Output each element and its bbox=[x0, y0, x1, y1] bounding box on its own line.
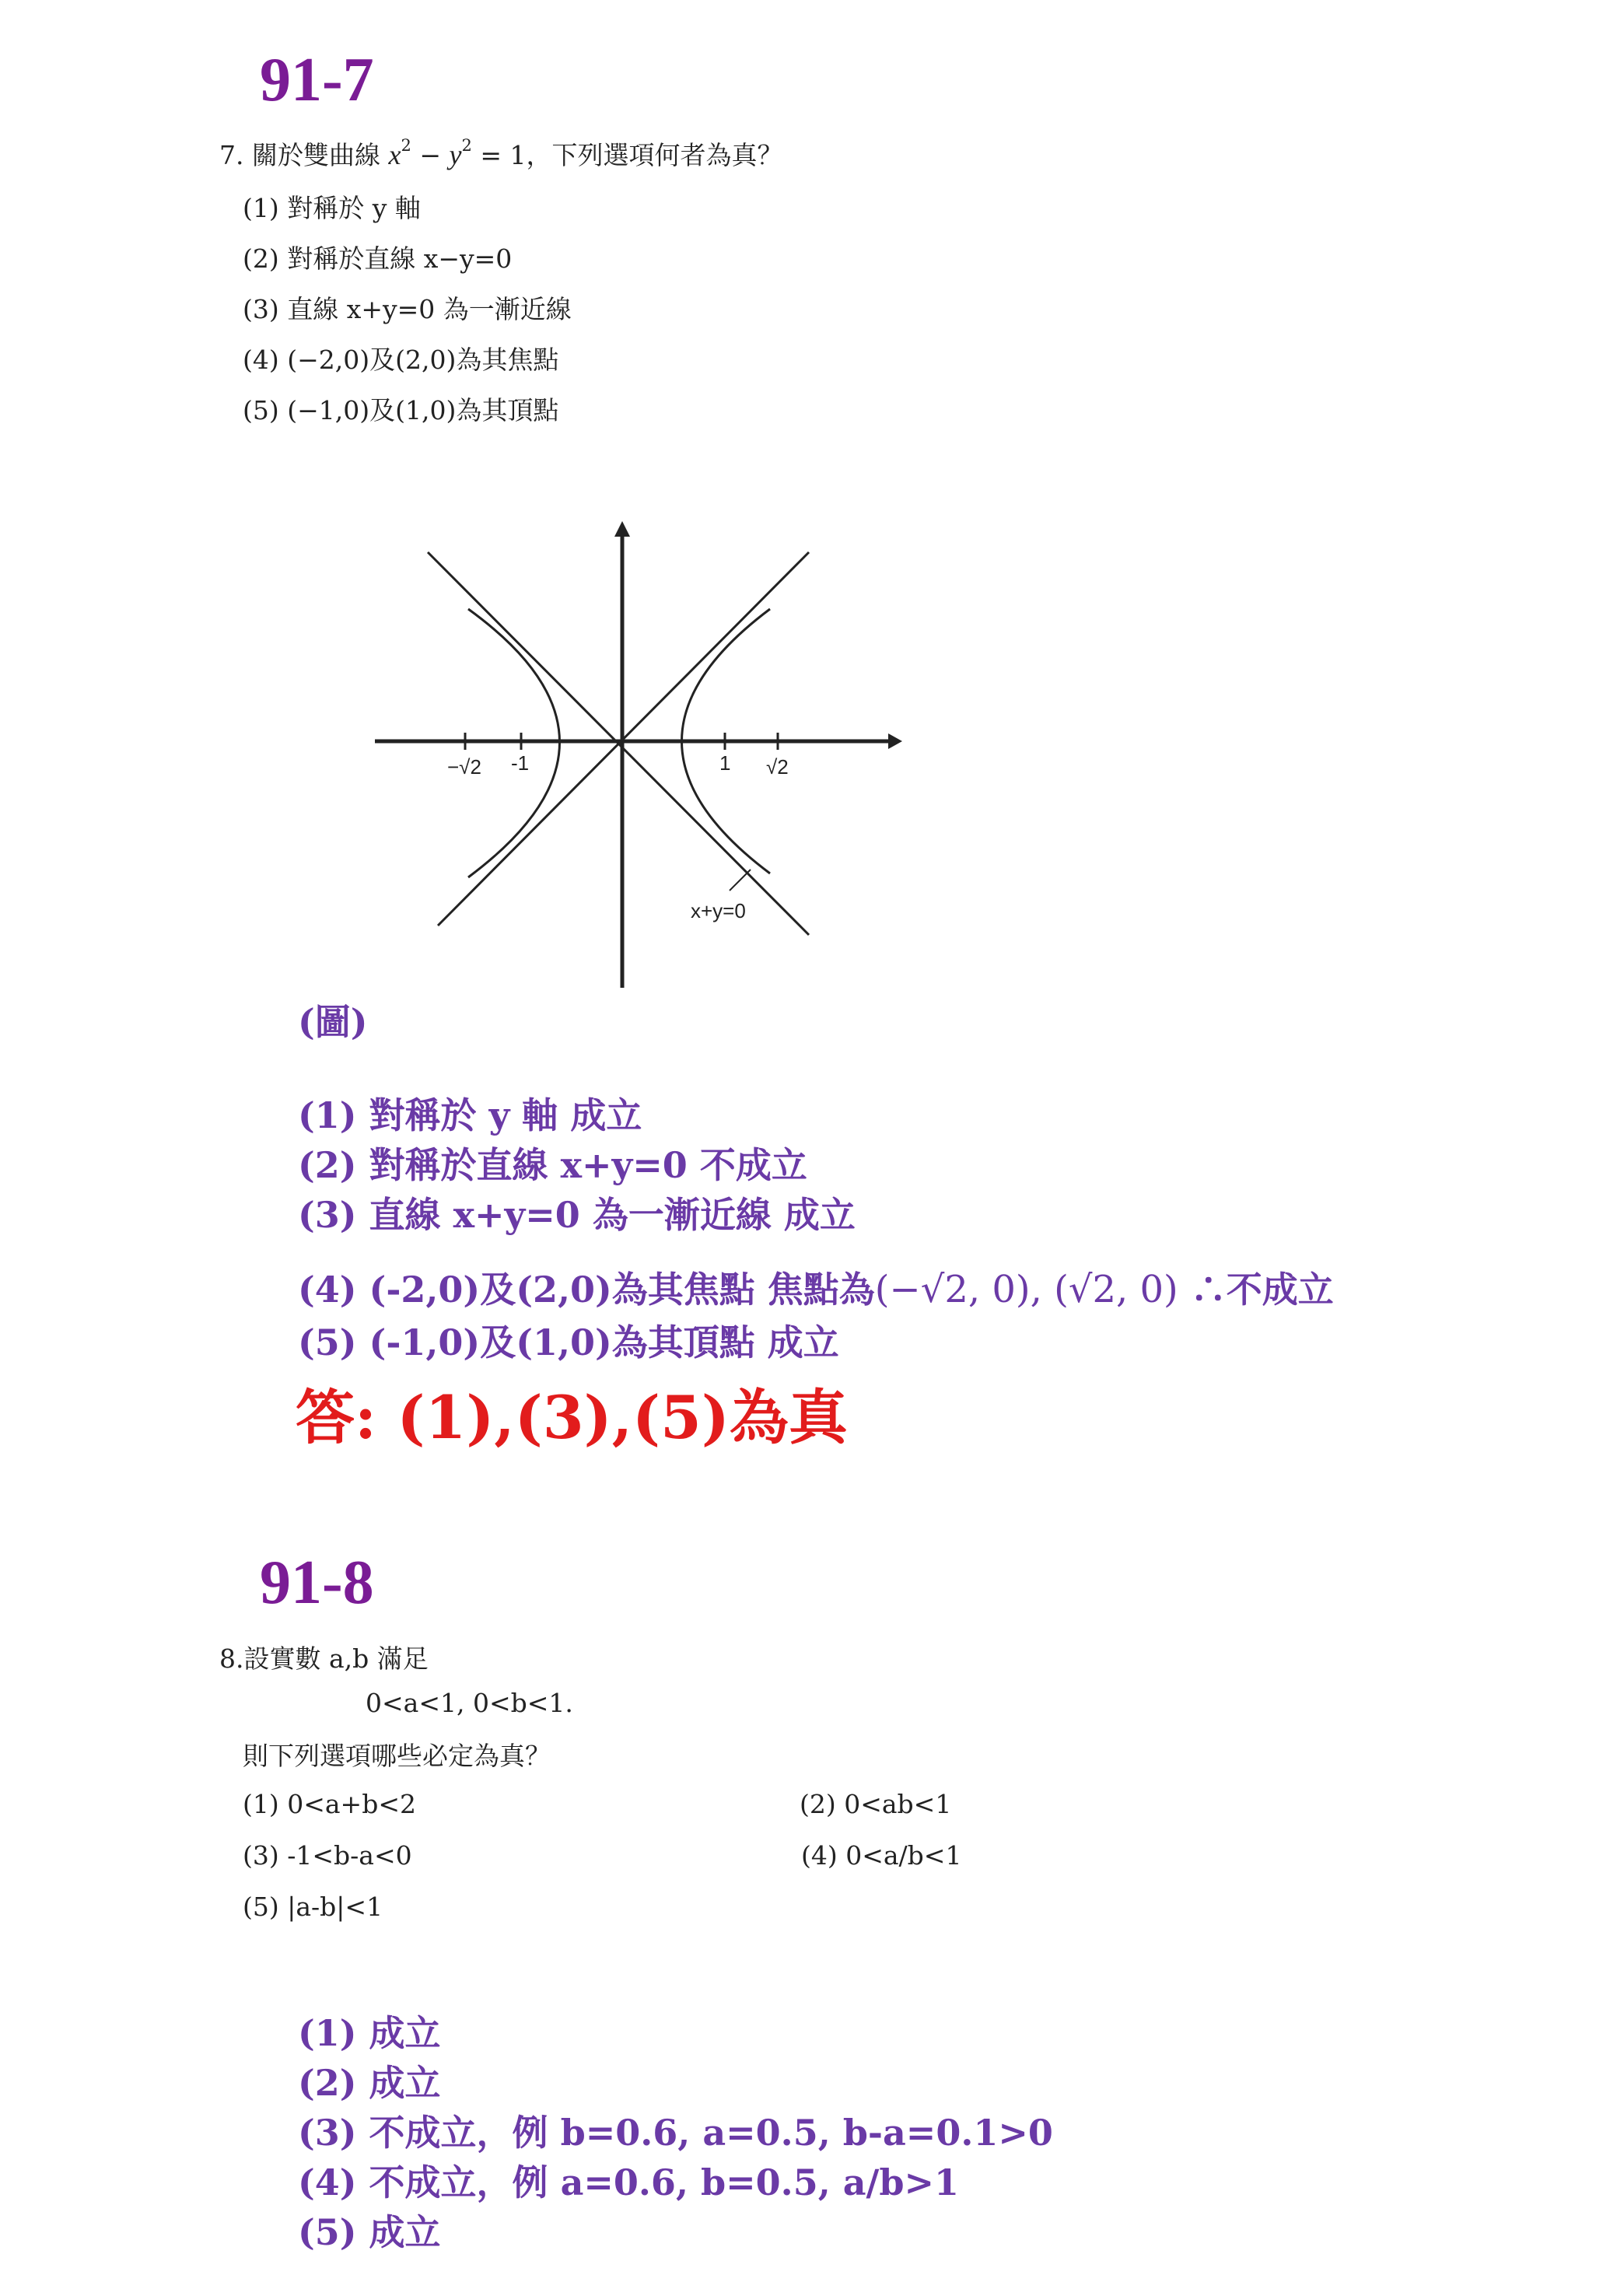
hyperbola-equation: $x^2 - y^2 = 1$ bbox=[388, 136, 527, 170]
q8-option: (4) 0<a/b<1 bbox=[801, 1840, 962, 1871]
y-axis-arrow bbox=[614, 521, 630, 537]
q8-prompt: 則下列選項哪些必定為真？ bbox=[243, 1741, 551, 1771]
q7-option: (4) (−2,0)及(2,0)為其焦點 bbox=[243, 345, 559, 375]
q7-stem bbox=[219, 135, 782, 172]
q7-heading: 91-7 bbox=[260, 46, 374, 114]
q7-option: (5) (−1,0)及(1,0)為其頂點 bbox=[243, 395, 559, 425]
q7-solution-4 bbox=[298, 1262, 1334, 1313]
q7-option: (2) 對稱於直線 x−y=0 bbox=[243, 243, 513, 274]
q8-solution: (2) 成立 bbox=[298, 2062, 441, 2104]
q7-answer: 答: (1),(3),(5)為真 bbox=[296, 1383, 848, 1452]
label-pointer bbox=[730, 870, 751, 891]
tick-label: -1 bbox=[511, 751, 530, 775]
q7-solution-4-text: (4) (-2,0)及(2,0)為其焦點 焦點為 bbox=[298, 1269, 875, 1311]
foci-expression: (−√2, 0), (√2, 0) bbox=[874, 1268, 1178, 1311]
q8-solution: (4) 不成立，例 a=0.6, b=0.5, a/b>1 bbox=[298, 2161, 960, 2203]
tick-label: 1 bbox=[719, 751, 731, 775]
q7-stem-prefix: 7. 關於雙曲線 bbox=[219, 140, 389, 170]
tick-label: −√2 bbox=[447, 755, 481, 779]
q7-solution-4-tail: ∴不成立 bbox=[1190, 1269, 1334, 1311]
tick-label: √2 bbox=[766, 755, 789, 779]
figure-caption: (圖) bbox=[298, 1001, 368, 1043]
hyperbola-figure bbox=[366, 513, 910, 996]
q8-solution: (5) 成立 bbox=[298, 2211, 441, 2253]
x-axis-arrow bbox=[888, 733, 902, 749]
asymptote-label: x+y=0 bbox=[691, 899, 746, 922]
q7-solution: (1) 對稱於 y 軸 成立 bbox=[298, 1094, 642, 1136]
q8-option: (5) |a-b|<1 bbox=[243, 1892, 383, 1922]
q8-solution: (1) 成立 bbox=[298, 2012, 441, 2054]
q7-stem-suffix: ，下列選項何者為真？ bbox=[526, 140, 783, 170]
q7-solution: (5) (-1,0)及(1,0)為其頂點 成立 bbox=[298, 1321, 839, 1363]
q7-solution: (3) 直線 x+y=0 為一漸近線 成立 bbox=[298, 1194, 856, 1236]
q8-solution: (3) 不成立，例 b=0.6, a=0.5, b-a=0.1>0 bbox=[298, 2112, 1053, 2154]
q8-heading: 91-8 bbox=[260, 1549, 374, 1617]
q7-solution: (2) 對稱於直線 x+y=0 不成立 bbox=[298, 1144, 807, 1186]
q8-condition: 0<a<1, 0<b<1. bbox=[366, 1688, 573, 1718]
q8-stem: 8.設實數 a,b 滿足 bbox=[219, 1643, 429, 1674]
q8-option: (2) 0<ab<1 bbox=[800, 1789, 952, 1819]
q8-option: (1) 0<a+b<2 bbox=[243, 1789, 416, 1819]
q8-option: (3) -1<b-a<0 bbox=[243, 1840, 412, 1871]
q7-option: (1) 對稱於 y 軸 bbox=[243, 193, 421, 223]
q7-option: (3) 直線 x+y=0 為一漸近線 bbox=[243, 294, 572, 324]
